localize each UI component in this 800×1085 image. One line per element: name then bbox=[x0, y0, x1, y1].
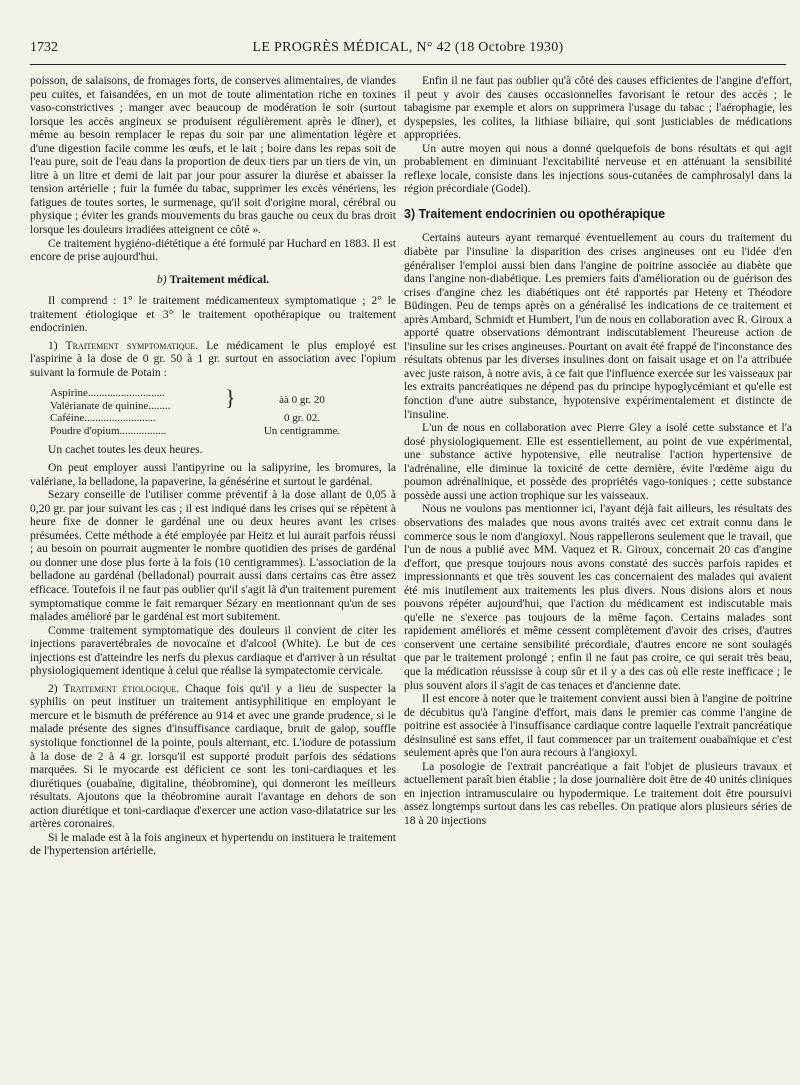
rx-drug: Valérianate de quinine........ bbox=[50, 399, 171, 412]
page-header bbox=[30, 40, 786, 60]
section-heading: 3) Traitement endocrinien ou opothérapique bbox=[404, 206, 666, 221]
brace: } bbox=[225, 385, 236, 411]
paragraph: On peut employer aussi l'antipyrine ou la salipyrine, les bromures, la valériane, la belladone, la papaverine, la génésérine et surtout le gardénal. bbox=[30, 461, 396, 488]
rx-drug: Caféine.......................... bbox=[50, 412, 156, 425]
paragraph: Si le malade est à la fois angineux et hypertendu on instituera le traitement de l'hypertension artérielle. bbox=[30, 830, 396, 858]
paragraph: 1) Traitement symptomatique. Le médicament le plus employé est l'aspirine à la dose de 0 gr. 50 à 1 gr. surtout en association avec l'opium suivant la formule de Potain : bbox=[30, 338, 396, 379]
paragraph: Certains auteurs ayant remarqué éventuellement au cours du traitement du diabète par l'insuline la disparition des crises angineuses ont eu l'idée d'en généraliser l'emploi aussi bien dans l'angine de poitrine associée au diabète que dans l'angine non-diabétique. Les premiers faits d'amélioration ou de guérison des crises d'angine chez les diabétiques ont été rapportés par Heteny et Théodore Büdingen. Peu de temps après on a généralisé les indications de ce traitement et après Ambard, Schmidt et Humbert, l'un de nous en collaboration avec R. Giroux a apporté quatre observations démontrant indiscutablement l'heureuse action de l'insuline sur les crises angineuses. Pourtant on avait été frappé de l'inconstance des résultats obtenus par les diverses insulines dont on faisait usage et on l'a attribuée avec juste raison, à notre avis, à ce fait que l'influence exercée sur les vaisseaux par les extraits pancréatiques ne dépend pas du principe hypoglycémiant et qu'elle est fonction d'une autre substance, hypotensive expérimentalement et distincte de l'insuline. bbox=[404, 231, 792, 421]
paragraph: La posologie de l'extrait pancréatique a fait l'objet de plusieurs travaux et actuellement paraît bien établie ; la dose journalière doit être de 40 unités cliniques en injection intramusculaire ou hypodermique. Le traitement doit être poursuivi assez longtemps surtout dans les cas rebelles. On pratique alors plusieurs séries de 18 à 20 injections bbox=[404, 759, 792, 827]
subsection-heading bbox=[30, 273, 396, 287]
rx-dose: Un centigramme. bbox=[263, 424, 341, 437]
paragraph: Il comprend : 1° le traitement médicamenteux symptomatique ; 2° le traitement étiologique et 3° le traitement opothérapique ou traitement endocrinien. bbox=[30, 294, 396, 335]
section-lead: 1) Traitement symptomatique. bbox=[48, 338, 199, 352]
running-title: LE PROGRÈS MÉDICAL, N° 42 (18 Octobre 1930) bbox=[252, 40, 564, 55]
header-rule bbox=[30, 64, 786, 65]
paragraph: Un autre moyen qui nous a donné quelquefois de bons résultats et qui agit probablement en diminuant l'excitabilité nerveuse et en atténuant la sensibilité reflexe locale, consiste dans les injections sous-cutanées de camphrosalyl dans la région précordiale (Godel). bbox=[404, 141, 792, 196]
paragraph: poisson, de salaisons, de fromages forts, de conserves alimentaires, de viandes peu cuites, et faisandées, en un mot de toute alimentation riche en toxines vaso-constrictives ; manger avec beaucoup de modération le soir (surtout lorsque les accès angineux se produisent régulièrement après le dîner), et même au besoin remplacer le repas du soir par une alimentation légère et d'une digestion facile comme les œufs, et le lait ; boire dans les repas soit de l'eau pure, soit de l'eau dans la proportion de deux tiers par un tiers de vin, un litre à un litre et demi de lait par jour pour assurer la diurèse et abaisser la tension artérielle ; fuir la fumée du tabac, supprimer les excès vénériens, les fatigues de toutes sortes, le surmenage, qu'il soit d'origine moral, cérébral ou physique ; éviter les grands mouvements du bras gauche ou ceux du bras droit lorsque les douleurs irradiées atteignent ce côté ». bbox=[30, 74, 396, 237]
paragraph: Sezary conseille de l'utiliser comme préventif à la dose allant de 0,05 à 0,20 gr. par jour suivant les cas ; il est indiqué dans les crises qui se répètent à heure fixe de donner le gardénal une ou deux heures avant les crises présumées. Cette méthode a été employée par Heitz et lui aurait parfois réussi ; au besoin on pourrait augmenter le nombre quotidien des prises de gardénal ou donner une dose plus forte à la fois (10 centigrammes). L'association de la belladone au gardénal (belladonal) pourrait aussi dans certains cas être assez efficace. Toutefois il ne faut pas oublier qu'il s'agit là d'un traitement purement symptomatique comme le fait remarquer Sézary en mentionnant qu'un de ses malades amélioré par le gardénal est mort subitement. bbox=[30, 488, 396, 624]
section-lead: 2) Traitement étiologique. bbox=[48, 681, 180, 695]
subsection-title: Traitement médical. bbox=[169, 272, 270, 286]
rx-dose: àà 0 gr. 20 bbox=[279, 393, 325, 406]
rx-dose: 0 gr. 02. bbox=[283, 412, 321, 425]
rx-drug: Aspirine............................ bbox=[50, 387, 165, 400]
paragraph: Nous ne voulons pas mentionner ici, l'ayant déjà fait ailleurs, les résultats des observations des malades que nous avons traités avec cet extrait connu dans le commerce sous le nom d'angioxyl. Nous rappellerons seulement que le travail, que l'un de nous a publié avec MM. Vaquez et R. Giroux, concernait 20 cas d'angine d'effort, que presque toujours nous avons constaté des succès parfois rapides et impressionnants et que très souvent les cas concernaient des malades qui avaient été mis inutilement aux traitements les plus divers. Nous disions alors et nous pouvons répéter aujourd'hui, que l'action du médicament est indiscutable mais qu'elle ne s'exerce pas toujours de la même façon. Certains malades sont rapidement améliorés et même cessent complètement d'avoir des crises, d'autres conservent une certaine sensibilité précordiale, d'autres encore ne sont soulagés que par le traitement prolongé ; enfin il ne faut pas croire, ce qui serait très beau, que la médication réussisse à coup sûr et il y a des cas où elle reste inefficace ; le plus souvent alors il s'agit de cas tenaces et d'ancienne date. bbox=[404, 502, 792, 692]
rx-drug: Poudre d'opium................. bbox=[50, 424, 167, 437]
paragraph: Un cachet toutes les deux heures. bbox=[48, 443, 203, 457]
subsection-letter: b) bbox=[156, 272, 167, 286]
paragraph: Ce traitement hygiéno-diététique a été formulé par Huchard en 1883. Il est encore de prise aujourd'hui. bbox=[30, 236, 396, 264]
paragraph: Enfin il ne faut pas oublier qu'à côté des causes efficientes de l'angine d'effort, il peut y avoir des causes occasionnelles favorisant le retour des accès ; le tabagisme par exemple et alors on supprimera l'usage du tabac ; l'aérophagie, les dyspepsies, les colites, la lithiase biliaire, qui sont justiciables de médications appropriées. bbox=[404, 74, 792, 142]
page-number: 1732 bbox=[30, 40, 58, 55]
right-column bbox=[404, 74, 792, 828]
paragraph: 2) Traitement étiologique. Chaque fois qu'il y a lieu de suspecter la syphilis on peut instituer un traitement antisyphilitique en employant le mercure et le bismuth de préférence au 914 et avec une grande prudence, si le malade présente des signes d'insuffisance cardiaque, bruit de galop, souffle systolique fonctionnel de la pointe, pouls alternant, etc. L'iodure de potassium à la dose de 2 à 4 gr. lorsqu'il est supporté produit parfois des sédations marquées. Si le myocarde est déficient ce sont les toni-cardiaques et les diurétiques (ouabaïne, digitaline, théobromine), qui donneront les meilleurs résultats. Ajoutons que la théobromine aurait l'avantage en dehors de son action diurétique et toni-cardiaque d'exercer une action vaso-dilatatrice sur les artères coronaires. bbox=[30, 681, 396, 831]
prescription-formula bbox=[50, 387, 396, 437]
paragraph: L'un de nous en collaboration avec Pierre Gley a isolé cette substance et l'a dosé physiologiquement. Elle est essentiellement, au point de vue expérimental, une substance active hypotensive, elle neutralise l'action hypertensive de l'adrénaline, elle diminue la toxicité de cette dernière, évite l'œdème aigu du poumon adrénalinique, et possède des propriétés vago-toniques ; cette substance possède aussi une action trophique sur les vaisseaux. bbox=[404, 421, 792, 502]
paragraph: Il est encore à noter que le traitement convient aussi bien à l'angine de poitrine de décubitus qu'à l'angine d'effort, mais dans le premier cas comme l'angine de poitrine est associée à l'insuffisance cardiaque contre laquelle l'extrait pancréatique désinsuliné est sans effet, il faut commencer par un traitement ouabaïnique et c'est seulement après que l'on aura recours à l'angioxyl. bbox=[404, 692, 792, 760]
left-column bbox=[30, 74, 396, 858]
paragraph: Comme traitement symptomatique des douleurs il convient de citer les injections paravertébrales de novocaïne et d'alcool (White). Le but de ces injections est d'atteindre les nerfs du plexus cardiaque et d'arriver à un résultat physiologiquement identique à celui que réalise la sympatectomie cervicale. bbox=[30, 623, 396, 678]
